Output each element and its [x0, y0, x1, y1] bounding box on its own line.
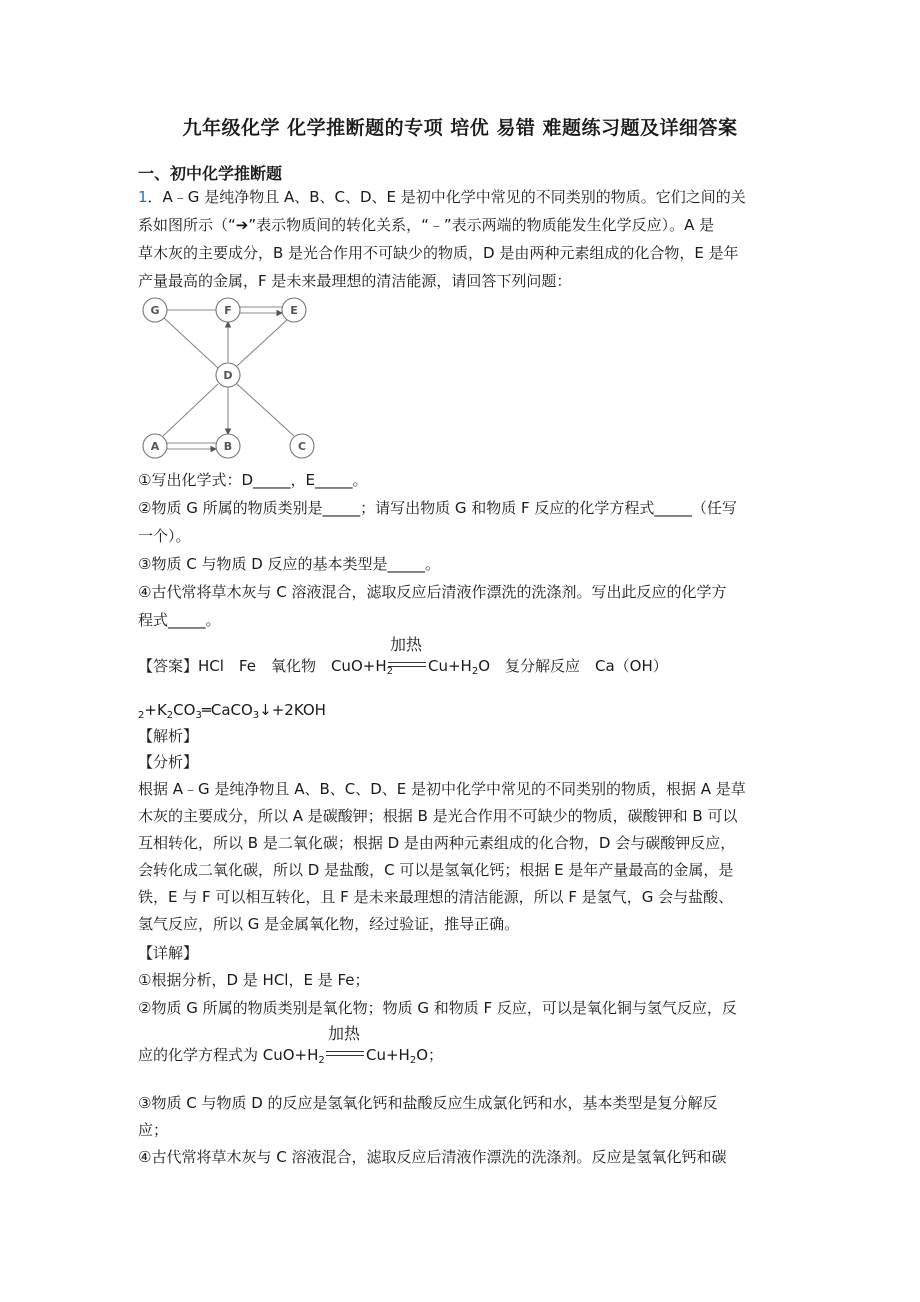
- node-label-b: B: [223, 440, 233, 453]
- detail-line: ④古代常将草木灰与 C 溶液混合，滤取反应后清液作漂洗的洗涤剂。反应是氢氧化钙和碳: [138, 1148, 727, 1166]
- detail-line: 应；: [138, 1121, 169, 1139]
- answer-line: 【答案】HCl Fe 氧化物 $CuO+H_2$: [138, 657, 393, 677]
- node-label-g: G: [150, 304, 160, 317]
- answer-line-2: $_2+K_2CO_3═CaCO_3↓+2KOH$: [138, 701, 326, 721]
- question-line-4: 产量最高的金属，F 是未来最理想的清洁能源，请回答下列问题：: [138, 272, 572, 290]
- question-number: 1: [138, 188, 148, 206]
- analysis-header: 【解析】: [138, 727, 199, 745]
- part-1: ①写出化学式：D_____，E_____。: [138, 471, 368, 489]
- reaction-diagram: [136, 296, 322, 462]
- detail-equation-products: $Cu+H_2O$；: [366, 1046, 444, 1066]
- part-3: ③物质 C 与物质 D 反应的基本类型是_____。: [138, 555, 441, 573]
- detail-line: ③物质 C 与物质 D 的反应是氢氧化钙和盐酸反应生成氯化钙和水，基本类型是复分解反: [138, 1094, 718, 1112]
- node-label-f: F: [224, 304, 232, 317]
- answer-line-products: $Cu+H_2O$ 复分解反应 Ca（OH）: [428, 657, 668, 677]
- part-4-cont: 程式_____。: [138, 611, 221, 629]
- fenxi-line: 会转化成二氧化碳，所以 D 是盐酸，C 可以是氢氧化钙；根据 E 是年产量最高的金属，是: [138, 861, 734, 879]
- detail-equation: 应的化学方程式为 $CuO+H_2$: [138, 1046, 325, 1066]
- part-2: ②物质 G 所属的物质类别是_____；请写出物质 G 和物质 F 反应的化学方程式_____（任写: [138, 499, 737, 517]
- fenxi-line: 根据 A﹣G 是纯净物且 A、B、C、D、E 是初中化学中常见的不同类别的物质，根据 A 是草: [138, 780, 746, 798]
- question-line-1: 1．A﹣G 是纯净物且 A、B、C、D、E 是初中化学中常见的不同类别的物质。它们之间的关: [138, 188, 746, 206]
- fenxi-line: 氢气反应，所以 G 是金属氧化物，经过验证，推导正确。: [138, 915, 520, 933]
- detail-header: 【详解】: [138, 944, 199, 962]
- fenxi-line: 互相转化，所以 B 是二氧化碳；根据 D 是由两种元素组成的化合物，D 会与碳酸钾反应，: [138, 834, 736, 852]
- heat-label: 加热: [390, 635, 423, 654]
- part-4: ④古代常将草木灰与 C 溶液混合，滤取反应后清液作漂洗的洗涤剂。写出此反应的化学方: [138, 583, 727, 601]
- fenxi-line: 木灰的主要成分，所以 A 是碳酸钾；根据 B 是光合作用不可缺少的物质，碳酸钾和 B 可以: [138, 807, 738, 825]
- node-label-e: E: [290, 304, 298, 317]
- detail-heat-label: 加热: [328, 1024, 361, 1043]
- part-2-cont: 一个）。: [138, 527, 191, 545]
- section-heading: 一、初中化学推断题: [138, 164, 283, 183]
- node-label-d: D: [223, 369, 233, 382]
- detail-line: ①根据分析，D 是 HCl，E 是 Fe；: [138, 971, 370, 989]
- page-title: 九年级化学 化学推断题的专项 培优 易错 难题练习题及详细答案: [182, 117, 738, 139]
- fenxi-line: 铁，E 与 F 可以相互转化，且 F 是未来最理想的清洁能源，所以 F 是氢气，G 会与盐酸、: [138, 888, 734, 906]
- question-line-2: 系如图所示（“➔”表示物质间的转化关系，“﹣”表示两端的物质能发生化学反应）。A 是: [138, 216, 715, 234]
- question-line-3: 草木灰的主要成分，B 是光合作用不可缺少的物质，D 是由两种元素组成的化合物，E 是年: [138, 244, 739, 262]
- detail-line: ②物质 G 所属的物质类别是氧化物；物质 G 和物质 F 反应，可以是氧化铜与氢气反应，反: [138, 999, 737, 1017]
- equation-bar: [388, 662, 426, 667]
- node-label-c: C: [297, 440, 307, 453]
- fenxi-header: 【分析】: [138, 753, 199, 771]
- detail-equation-bar: [326, 1051, 364, 1056]
- node-label-a: A: [150, 440, 160, 453]
